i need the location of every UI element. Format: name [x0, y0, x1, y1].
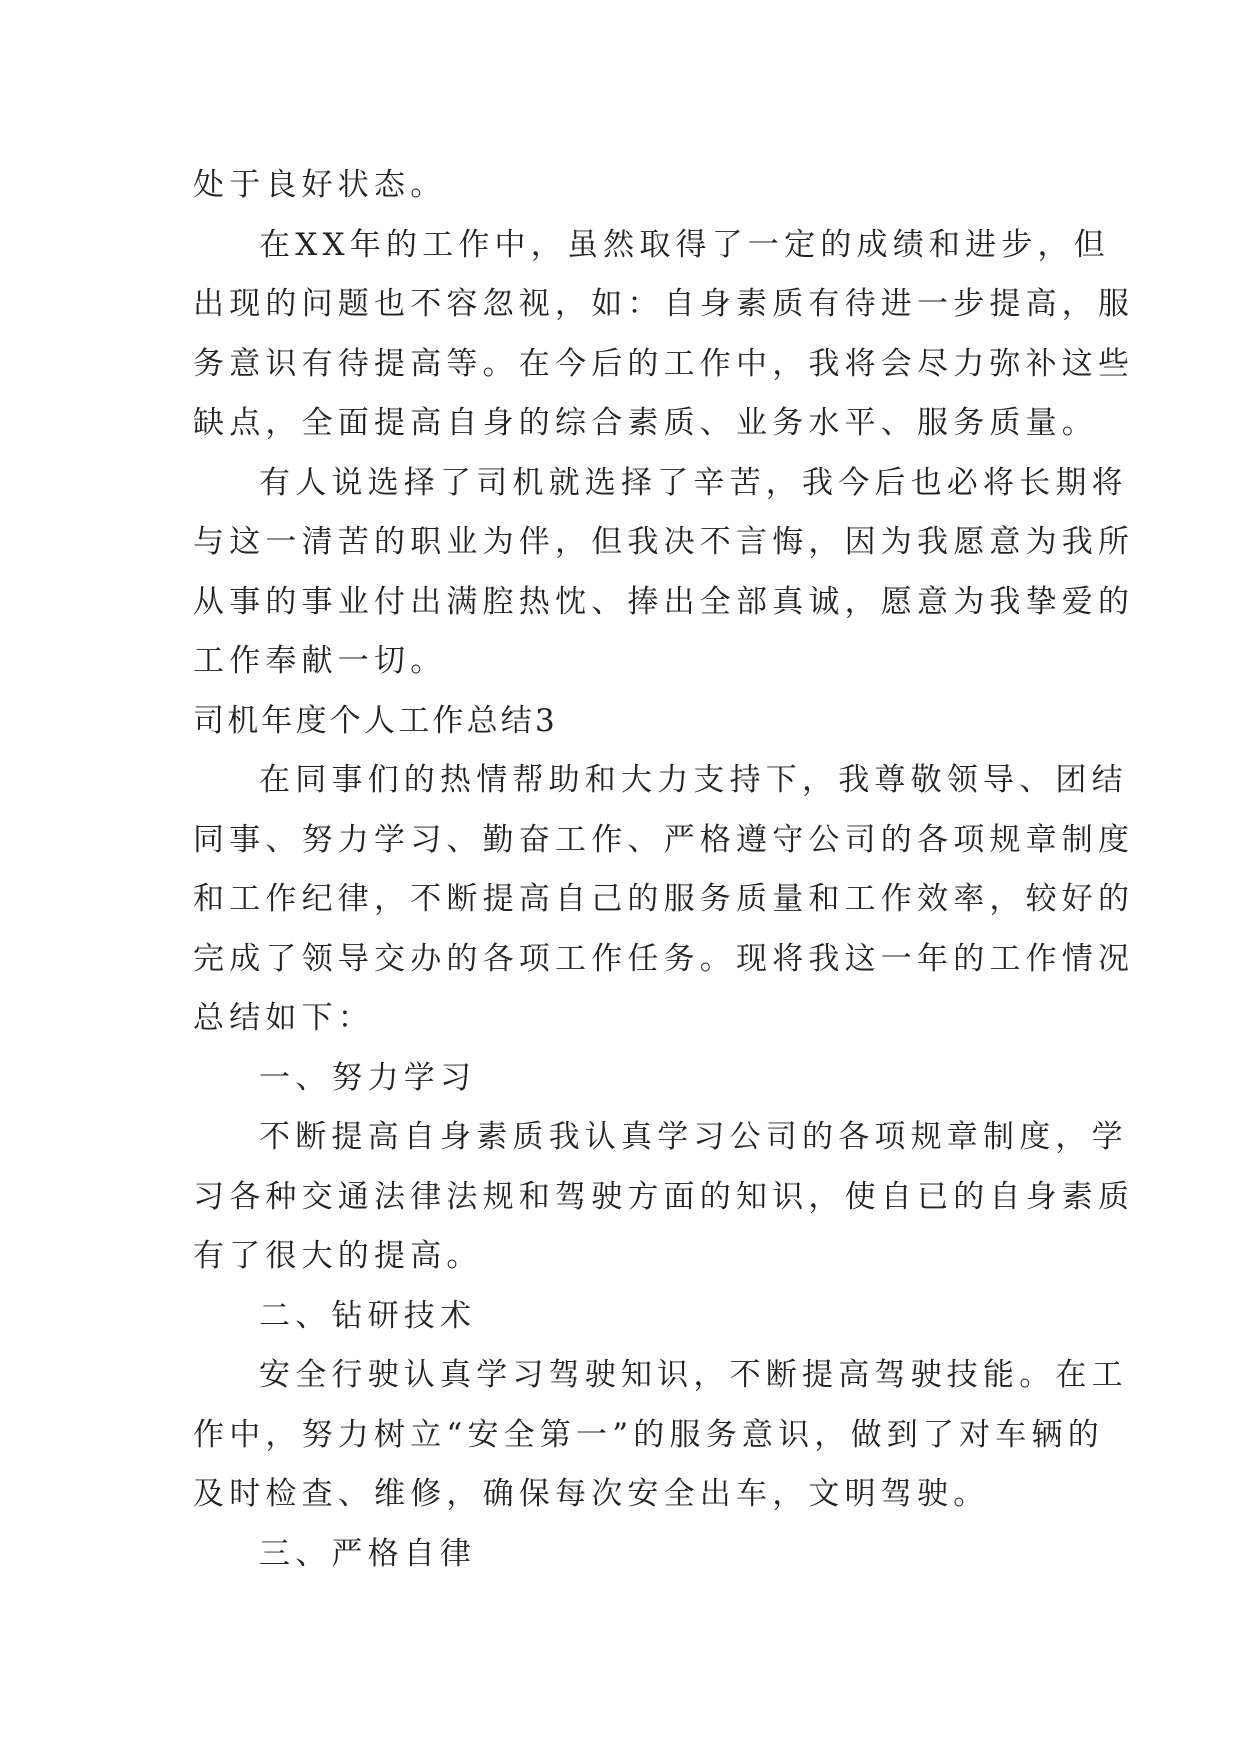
section-title: 司机年度个人工作总结3 — [193, 702, 558, 739]
paragraph-line: 工作奉献一切。 — [193, 643, 447, 679]
paragraph-line: 及时检查、维修，确保每次安全出车，文明驾驶。 — [193, 1476, 990, 1512]
paragraph-line: 有了很大的提高。 — [193, 1238, 483, 1274]
paragraph-line: 与这一清苦的职业为伴，但我决不言悔，因为我愿意为我所 — [193, 524, 1135, 560]
paragraph-line: 习各种交通法律法规和驾驶方面的知识，使自已的自身素质 — [193, 1178, 1135, 1215]
paragraph-line: 同事、努力学习、勤奋工作、严格遵守公司的各项规章制度 — [193, 821, 1135, 858]
paragraph-line: 完成了领导交办的各项工作任务。现将我这一年的工作情况 — [193, 940, 1135, 977]
paragraph-line: 总结如下： — [193, 1000, 374, 1036]
paragraph-line: 务意识有待提高等。在今后的工作中，我将会尽力弥补这些 — [193, 345, 1135, 382]
paragraph-line: 在XX年的工作中，虽然取得了一定的成绩和进步，但 — [259, 226, 1110, 263]
paragraph-line: 出现的问题也不容忽视，如：自身素质有待进一步提高，服 — [193, 286, 1135, 322]
paragraph-line: 和工作纪律，不断提高自己的服务质量和工作效率，较好的 — [193, 881, 1135, 917]
paragraph-line: 从事的事业付出满腔热忱、捧出全部真诚，愿意为我挚爱的 — [193, 583, 1135, 620]
paragraph-line: 安全行驶认真学习驾驶知识，不断提高驾驶技能。在工 — [259, 1357, 1128, 1393]
subheading: 二、钻研技术 — [259, 1297, 477, 1334]
subheading: 三、严格自律 — [259, 1535, 477, 1572]
paragraph-line: 处于良好状态。 — [193, 167, 447, 203]
paragraph-line: 缺点，全面提高自身的综合素质、业务水平、服务质量。 — [193, 405, 1098, 441]
document-body — [193, 156, 1135, 1584]
paragraph-line: 作中，努力树立“安全第一”的服务意识，做到了对车辆的 — [193, 1416, 1104, 1453]
paragraph-line: 有人说选择了司机就选择了辛苦，我今后也必将长期将 — [259, 464, 1128, 501]
subheading: 一、努力学习 — [259, 1059, 477, 1096]
paragraph-line: 不断提高自身素质我认真学习公司的各项规章制度，学 — [259, 1119, 1128, 1155]
paragraph-line: 在同事们的热情帮助和大力支持下，我尊敬领导、团结 — [259, 762, 1128, 798]
